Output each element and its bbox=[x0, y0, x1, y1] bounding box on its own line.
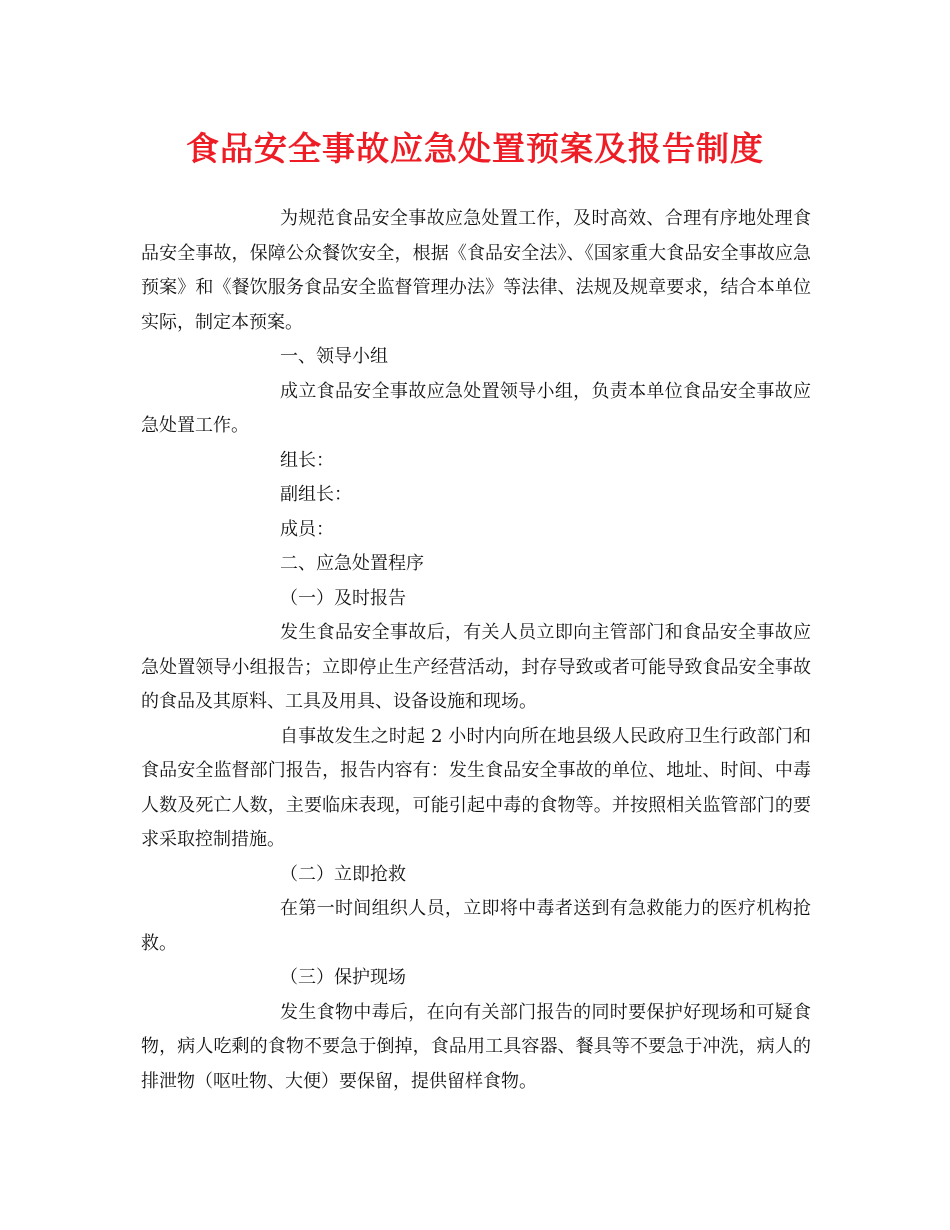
field-group-leader: 组长： bbox=[280, 449, 334, 471]
paragraph-intro: 为规范食品安全事故应急处置工作，及时高效、合理有序地处理食品安全事故，保障公众餐饮安全，根据《食品安全法》、《国家重大食品安全事故应急预案》和《餐饮服务食品安全监督管理办法》等法律、法规及规章要求，结合本单位实际，制定本预案。 bbox=[141, 208, 811, 333]
subheading-protect-scene: （三）保护现场 bbox=[280, 967, 406, 988]
paragraph-report-2: 自事故发生之时起 2 小时内向所在地县级人民政府卫生行政部门和食品安全监督部门报告，报告内容有：发生食品安全事故的单位、地址、时间、中毒人数及死亡人数，主要临床表现，可能引起中毒的食物等。并按照相关监管部门的要求采取控制措施。 bbox=[141, 725, 811, 850]
subheading-report: （一）及时报告 bbox=[280, 587, 406, 609]
paragraph-rescue: 在第一时间组织人员，立即将中毒者送到有急救能力的医疗机构抢救。 bbox=[141, 898, 811, 954]
subheading-rescue: （二）立即抢救 bbox=[280, 863, 406, 885]
document-body bbox=[141, 202, 811, 1099]
paragraph-report-1: 发生食品安全事故后，有关人员立即向主管部门和食品安全事故应急处置领导小组报告；立即停止生产经营活动，封存导致或者可能导致食品安全事故的食品及其原料、工具及用具、设备设施和现场。 bbox=[141, 622, 811, 712]
field-members: 成员： bbox=[280, 518, 334, 540]
document-title: 食品安全事故应急处置预案及报告制度 bbox=[186, 129, 764, 168]
section-heading-procedure: 二、应急处置程序 bbox=[280, 553, 424, 574]
section-heading-leadership: 一、领导小组 bbox=[280, 346, 388, 367]
field-deputy-leader: 副组长： bbox=[280, 484, 352, 505]
paragraph-leadership: 成立食品安全事故应急处置领导小组，负责本单位食品安全事故应急处置工作。 bbox=[141, 380, 811, 436]
paragraph-protect-scene: 发生食物中毒后，在向有关部门报告的同时要保护好现场和可疑食物，病人吃剩的食物不要急于倒掉，食品用工具容器、餐具等不要急于冲洗，病人的排泄物（呕吐物、大便）要保留，提供留样食物。 bbox=[141, 1001, 811, 1092]
